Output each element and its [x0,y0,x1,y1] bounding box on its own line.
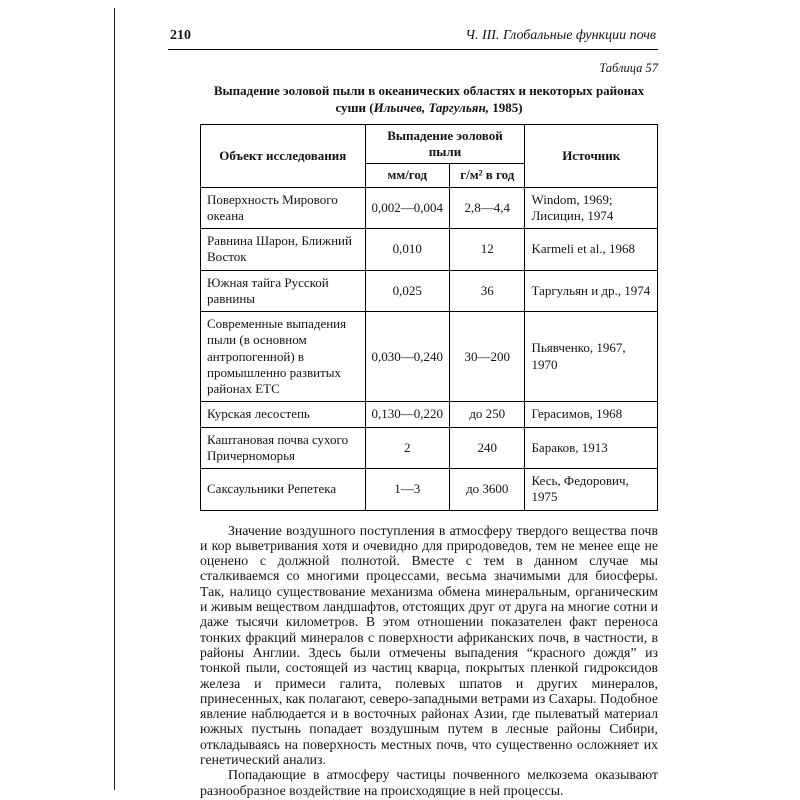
table-body [201,187,658,510]
cell-g: 2,8—4,4 [450,187,525,229]
cell-object: Саксаульники Репетека [201,469,366,511]
header-g-per-m2: г/м² в год [450,164,525,187]
running-title: Ч. III. Глобальные функции почв [465,28,656,43]
cell-mm: 0,025 [365,270,450,312]
cell-g: 30—200 [450,312,525,402]
page-number: 210 [170,28,191,43]
cell-mm: 0,130—0,220 [365,402,450,427]
cell-source: Герасимов, 1968 [525,402,658,427]
cell-source: Пьявченко, 1967, 1970 [525,312,658,402]
table-title-line2-pre: суши ( [335,99,374,115]
cell-g: 240 [450,427,525,469]
table-row [201,187,658,229]
header-object: Объект исследования [201,124,366,187]
table-header-row-1 [201,124,658,164]
header-group: Выпадение эоловой пыли [365,124,525,164]
cell-mm: 0,002—0,004 [365,187,450,229]
table-title-authors: Ильичев, Таргульян, [373,99,489,115]
table-head [201,124,658,187]
cell-object: Курская лесостепь [201,402,366,427]
cell-object: Каштановая почва сухого Причерноморья [201,427,366,469]
header-source: Источник [525,124,658,187]
text-block [200,61,658,798]
table-label: Таблица 57 [599,61,658,75]
cell-source: Бараков, 1913 [525,427,658,469]
cell-mm: 0,030—0,240 [365,312,450,402]
cell-object: Южная тайга Русской равнины [201,270,366,312]
cell-mm: 0,010 [365,229,450,271]
cell-object: Поверхность Мирового океана [201,187,366,229]
paragraph: Попадающие в атмосферу частицы почвенного мелкозема оказывают разнообразное воздействие на происходящие в ней процессы. [200,767,658,798]
cell-mm: 1—3 [365,469,450,511]
dust-deposition-table [200,124,658,511]
cell-source: Кесь, Федорович, 1975 [525,469,658,511]
cell-g: 12 [450,229,525,271]
paragraph: Значение воздушного поступления в атмосферу твердого вещества почв и кор выветривания хотя и очевидно для природоведов, тем не менее еще не оценено с должной полнотой. Вместе с тем в данном случае мы сталкиваемся со многими процессами, весьма значимыми для биосферы. Так, налицо существование механизма обмена минеральным, органическим и живым веществом ландшафтов, отстоящих друг от друга на многие сотни и даже тысячи километров. В этом отношении показателен факт переноса тонких фракций минералов с поверхности африканских почв, в частности, в районы Англии. Здесь были отмечены выпадения “красного дождя” из тонкой пыли, состоящей из частиц кварца, покрытых пленкой гидроксидов железа и примеси галита, полевых шпатов и других минералов, принесенных, как полагают, северо-западными ветрами из Сахары. Подобное явление наблюдается и в восточных районах Азии, где пылеватый материал южных пустынь попадает воздушным путем в лесные районы Сибири, откладываясь на поверхность местных почв, что существенно осложняет их генетический анализ. [200,522,658,767]
cell-source: Таргульян и др., 1974 [525,270,658,312]
table-title [200,83,658,117]
table-row [201,427,658,469]
cell-source: Windom, 1969; Лисицин, 1974 [525,187,658,229]
table-title-line2-post: 1985) [488,99,523,115]
cell-source: Karmeli et al., 1968 [525,229,658,271]
table-row [201,402,658,427]
cell-g: 36 [450,270,525,312]
page-content [168,28,658,798]
cell-mm: 2 [365,427,450,469]
header-rule [168,49,658,50]
cell-g: до 250 [450,402,525,427]
scan-edge-line [114,8,115,790]
cell-g: до 3600 [450,469,525,511]
table-row [201,229,658,271]
table-row [201,312,658,402]
header-mm-per-year: мм/год [365,164,450,187]
body-text [200,523,658,798]
cell-object: Равнина Шарон, Ближний Восток [201,229,366,271]
table-row [201,270,658,312]
table-title-line1: Выпадение эоловой пыли в океанических областях и некоторых районах [213,83,645,98]
cell-object: Современные выпадения пыли (в основном антропогенной) в промышленно развитых районах ЕТС [201,312,366,402]
table-row [201,469,658,511]
page-header [168,28,658,44]
